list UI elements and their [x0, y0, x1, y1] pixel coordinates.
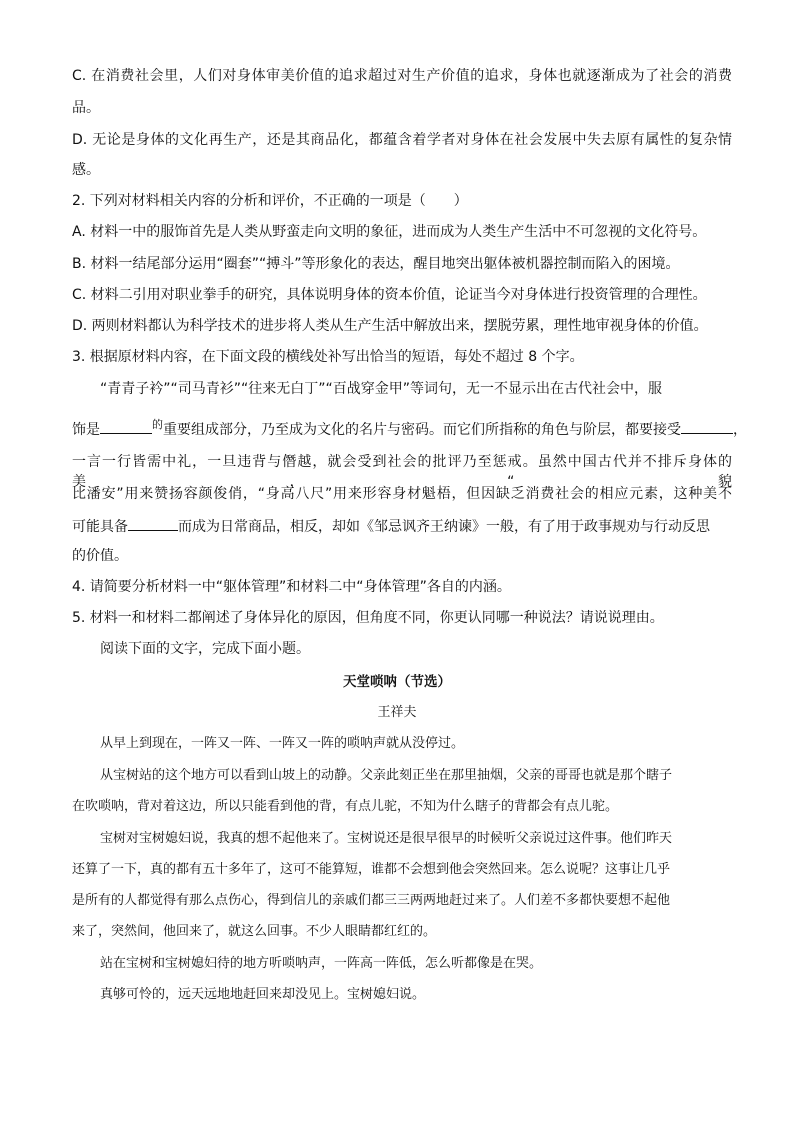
- story-paragraph-3-line2: 还算了一下，真的都有五十多年了，这可不能算短，谁都不会想到他会突然回来。怎么说呢？这事让几乎: [72, 862, 671, 877]
- story-paragraph-1: 从早上到现在，一阵又一阵、一阵又一阵的唢呐声就从没停过。: [100, 736, 465, 751]
- option-c-line1: C. 在消费社会里，人们对身体审美价值的追求超过对生产价值的追求，身体也就逐渐成为了社会的消费: [72, 68, 732, 84]
- question-3-para-line5: [72, 515, 732, 537]
- story-paragraph-5: 真够可怜的，远天远地地赶回来却没见上。宝树媳妇说。: [100, 987, 426, 1002]
- text-fragment: 重要组成部分，乃至成为文化的名片与密码。而它们所指称的角色与阶层，都要接受: [163, 422, 681, 438]
- text-fragment: 的: [152, 418, 163, 431]
- story-author: 王祥夫: [377, 705, 417, 720]
- question-3-para-line1: “青青子衿”“司马青衫”“往来无白丁”“百战穿金甲”等词句，无一不显示出在古代社会中，服: [100, 381, 663, 397]
- text-fragment: 可能具备: [72, 519, 128, 535]
- answer-blank-1[interactable]: [100, 418, 152, 434]
- story-paragraph-3-line4: 来了，突然间，他回来了，就这么回事。不少人眼睛都红红的。: [72, 924, 437, 939]
- story-paragraph-3-line1: 宝树对宝树媳妇说，我真的想不起他来了。宝树说还是很早很早的时候听父亲说过这件事。他们昨天: [100, 831, 673, 846]
- question-4: 4. 请简要分析材料一中“躯体管理”和材料二中“身体管理”各自的内涵。: [72, 579, 511, 595]
- text-fragment: ，: [733, 422, 747, 438]
- option-d-line2: 感。: [72, 162, 100, 178]
- question-2-option-a: A. 材料一中的服饰首先是人类从野蛮走向文明的象征，进而成为人类生产生活中不可忽视的文化符号。: [72, 224, 707, 240]
- question-2-option-c: C. 材料二引用对职业拳手的研究，具体说明身体的资本价值，论证当今对身体进行投资管理的合理性。: [72, 287, 707, 303]
- answer-blank-2[interactable]: [681, 418, 733, 434]
- story-paragraph-2-line1: 从宝树站的这个地方可以看到山坡上的动静。父亲此刻正坐在那里抽烟，父亲的哥哥也就是那个瞎子: [100, 768, 673, 783]
- question-5: 5. 材料一和材料二都阐述了身体异化的原因，但角度不同，你更认同哪一种说法？请说说理由。: [72, 610, 664, 626]
- story-paragraph-3-line3: 是所有的人都觉得有那么点伤心，得到信儿的亲戚们都三三两两地赶过来了。人们差不多都快要想不起他: [72, 893, 671, 908]
- question-3-para-line6: 的价值。: [72, 548, 128, 564]
- reading-instruction: 阅读下面的文字，完成下面小题。: [100, 641, 310, 657]
- answer-blank-3[interactable]: [128, 515, 178, 531]
- text-fragment: 而成为日常商品，相反，却如《邹忌讽齐王纳谏》一般，有了用于政事规劝与行动反思: [178, 519, 710, 535]
- story-paragraph-4: 站在宝树和宝树媳妇待的地方听唢呐声，一阵高一阵低，怎么听都像是在哭。: [100, 956, 543, 971]
- story-title: 天堂唢呐（节选）: [343, 674, 451, 690]
- option-d-line1: D. 无论是身体的文化再生产，还是其商品化，都蕴含着学者对身体在社会发展中失去原有属性的复杂情: [72, 132, 732, 148]
- text-fragment: 饰是: [72, 422, 100, 438]
- question-2-option-d: D. 两则材料都认为科学技术的进步将人类从生产生活中解放出来，摆脱劳累，理性地审视身体的价值。: [72, 318, 708, 334]
- question-3-para-line4: 比潘安”用来赞扬容颜俊俏，“身高八尺”用来形容身材魁梧，但因缺乏消费社会的相应元素，这种美不: [72, 486, 732, 502]
- story-paragraph-2-line2: 在吹唢呐，背对着这边，所以只能看到他的背，有点儿驼，不知为什么瞎子的背都会有点儿驼。: [72, 799, 619, 814]
- question-3-para-line3: 一言一行皆需中礼，一旦违背与僭越，就会受到社会的批评乃至惩戒。虽然中国古代并不排斥身体的美，“貌: [72, 454, 732, 490]
- question-2-stem: 2. 下列对材料相关内容的分析和评价，不正确的一项是（ ）: [72, 193, 468, 209]
- question-2-option-b: B. 材料一结尾部分运用“圈套”“搏斗”等形象化的表达，醒目地突出躯体被机器控制而陷入的困境。: [72, 256, 680, 272]
- option-c-line2: 品。: [72, 100, 100, 116]
- question-3-para-line2: [72, 418, 747, 441]
- question-3-stem: 3. 根据原材料内容，在下面文段的横线处补写出恰当的短语，每处不超过 8 个字。: [72, 349, 584, 365]
